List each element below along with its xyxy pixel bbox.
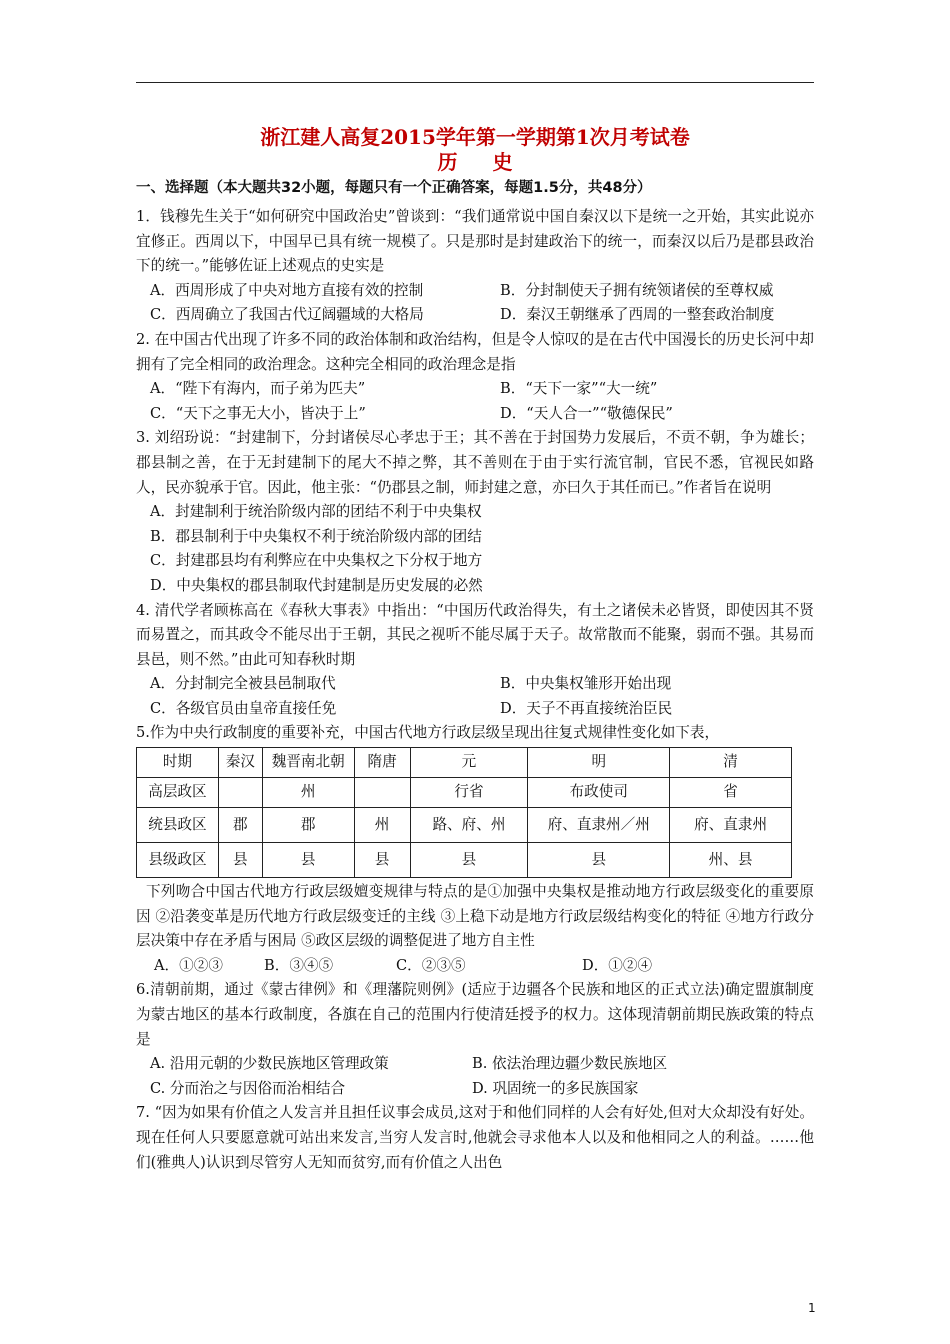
table-row bbox=[137, 843, 792, 878]
table-header-cell: 秦汉 bbox=[218, 748, 262, 778]
table-header-cell: 清 bbox=[670, 748, 792, 778]
table-cell bbox=[354, 778, 410, 808]
table-cell: 郡 bbox=[262, 808, 354, 843]
option-a: A．“陛下有海内，而子弟为匹夫” bbox=[150, 380, 366, 398]
table-cell: 县 bbox=[354, 843, 410, 878]
subject-title: 历 史 bbox=[437, 150, 527, 174]
question-3-stem: 3. 刘绍玢说：“封建制下，分封诸侯尽心孝忠于王；其不善在于封国势力发展后，不贡不朝，争为雄长；郡县制之善，在于无封建制下的尾大不掉之弊，其不善则在于由于实行流官制，官民不悉，官视民如路人，民亦貌承于官。因此，他主张：“仍郡县之制，师封建之意，亦曰久于其任而已。”作者旨在说明 bbox=[136, 429, 814, 496]
table-cell: 路、府、州 bbox=[410, 808, 528, 843]
table-cell: 府、直隶州／州 bbox=[528, 808, 670, 843]
option-d: D. 巩固统一的多民族国家 bbox=[472, 1079, 639, 1097]
admin-levels-table bbox=[136, 747, 792, 878]
exam-title: 浙江建人高复2015学年第一学期第1次月考试卷 bbox=[260, 125, 690, 149]
table-cell: 布政使司 bbox=[528, 778, 670, 808]
option-b: B. 依法治理边疆少数民族地区 bbox=[472, 1055, 668, 1073]
table-cell: 县 bbox=[528, 843, 670, 878]
table-cell: 县 bbox=[410, 843, 528, 878]
option-a: A．西周形成了中央对地方直接有效的控制 bbox=[150, 281, 424, 299]
section-heading: 一、选择题（本大题共32小题，每题只有一个正确答案，每题1.5分，共48分） bbox=[136, 180, 652, 196]
table-header-cell: 时期 bbox=[137, 748, 219, 778]
table-row bbox=[137, 778, 792, 808]
question-5-stem: 5.作为中央行政制度的重要补充，中国古代地方行政层级呈现出往复式规律性变化如下表， bbox=[136, 724, 720, 742]
table-header-row bbox=[137, 748, 792, 778]
option-a: A．封建制利于统治阶级内部的团结不利于中央集权 bbox=[150, 503, 482, 521]
table-cell bbox=[218, 778, 262, 808]
question-1-options-row-1 bbox=[136, 279, 814, 304]
table-cell: 行省 bbox=[410, 778, 528, 808]
page-number: 1 bbox=[808, 1301, 816, 1315]
option-b: B．“天下一家”“大一统” bbox=[500, 380, 658, 398]
table-cell: 统县政区 bbox=[137, 808, 219, 843]
header-rule bbox=[136, 82, 814, 83]
table-cell: 州 bbox=[262, 778, 354, 808]
table-header-cell: 明 bbox=[528, 748, 670, 778]
question-4-options-row-1 bbox=[136, 672, 814, 697]
table-cell: 县级政区 bbox=[137, 843, 219, 878]
question-2-stem: 2. 在中国古代出现了许多不同的政治体制和政治结构，但是令人惊叹的是在古代中国漫长的历史长河中却拥有了完全相同的政治理念。这种完全相同的政治理念是指 bbox=[136, 330, 814, 373]
table-cell: 州、县 bbox=[670, 843, 792, 878]
option-a: A．①②③ bbox=[154, 956, 223, 974]
question-2-options-row-1 bbox=[136, 377, 814, 402]
table-cell: 州 bbox=[354, 808, 410, 843]
question-4-stem: 4. 清代学者顾栋高在《春秋大事表》中指出：“中国历代政治得失，有土之诸侯未必皆贤，即使因其不贤而易置之，而其政令不能尽出于王朝，其民之视听不能尽属于天子。故常散而不能聚，弱而不强。其易而县邑，则不然。”由此可知春秋时期 bbox=[136, 601, 814, 668]
option-c: C．②③⑤ bbox=[396, 956, 466, 974]
option-a: A. 沿用元朝的少数民族地区管理政策 bbox=[150, 1055, 389, 1073]
question-5-options bbox=[136, 954, 814, 979]
option-c: C. 分而治之与因俗而治相结合 bbox=[150, 1079, 346, 1097]
option-b: B．③④⑤ bbox=[264, 956, 334, 974]
table-cell: 府、直隶州 bbox=[670, 808, 792, 843]
option-b: B．郡县制利于中央集权不利于统治阶级内部的团结 bbox=[150, 527, 482, 545]
option-c: C．各级官员由皇帝直接任免 bbox=[150, 699, 337, 717]
option-d: D．①②④ bbox=[582, 956, 653, 974]
question-1-stem: 1．钱穆先生关于“如何研究中国政治史”曾谈到：“我们通常说中国自秦汉以下是统一之开始，其实此说亦宜修正。西周以下，中国早已具有统一规模了。只是那时是封建政治下的统一，而秦汉以后乃是郡县政治下的统一。”能够佐证上述观点的史实是 bbox=[136, 208, 814, 275]
option-a: A．分封制完全被县邑制取代 bbox=[150, 675, 336, 693]
option-c: C．封建郡县均有利弊应在中央集权之下分权于地方 bbox=[150, 552, 483, 570]
table-header-cell: 隋唐 bbox=[354, 748, 410, 778]
question-2-options-row-2 bbox=[136, 402, 814, 427]
exam-content bbox=[136, 205, 814, 1175]
question-7-stem: 7. “因为如果有价值之人发言并且担任议事会成员,这对于和他们同样的人会有好处,但对大众却没有好处。现在任何人只要愿意就可站出来发言,当穷人发言时,他就会寻求他本人以及和他相同之人的利益。……他们(雅典人)认识到尽管穷人无知而贫穷,而有价值之人出色 bbox=[136, 1104, 814, 1171]
table-row bbox=[137, 808, 792, 843]
option-d: D．天子不再直接统治臣民 bbox=[500, 699, 673, 717]
table-header-cell: 元 bbox=[410, 748, 528, 778]
option-c: C．西周确立了我国古代辽阔疆域的大格局 bbox=[150, 306, 424, 324]
question-4-options-row-2 bbox=[136, 697, 814, 722]
option-b: B．中央集权雏形开始出现 bbox=[500, 675, 672, 693]
table-cell: 县 bbox=[262, 843, 354, 878]
table-header-cell: 魏晋南北朝 bbox=[262, 748, 354, 778]
question-6-options-row-2 bbox=[136, 1077, 814, 1102]
question-1-options-row-2 bbox=[136, 303, 814, 328]
table-cell: 高层政区 bbox=[137, 778, 219, 808]
question-6-stem: 6.清朝前期，通过《蒙古律例》和《理藩院则例》(适应于边疆各个民族和地区的正式立法)确定盟旗制度为蒙古地区的基本行政制度，各旗在自己的范围内行使清廷授予的权力。这体现清朝前期民族政策的特点是 bbox=[136, 981, 814, 1048]
table-cell: 省 bbox=[670, 778, 792, 808]
table-cell: 郡 bbox=[218, 808, 262, 843]
question-6-options-row-1 bbox=[136, 1052, 814, 1077]
option-b: B．分封制使天子拥有统领诸侯的至尊权威 bbox=[500, 281, 774, 299]
question-5-body: 下列吻合中国古代地方行政层级嬗变规律与特点的是①加强中央集权是推动地方行政层级变化的重要原因 ②沿袭变革是历代地方行政层级变迁的主线 ③上稳下动是地方行政层级结构变化的特征 ④地方行政分层决策中存在矛盾与困局 ⑤政区层级的调整促进了地方自主性 bbox=[136, 883, 814, 950]
option-d: D．中央集权的郡县制取代封建制是历史发展的必然 bbox=[150, 576, 483, 594]
option-d: D．秦汉王朝继承了西周的一整套政治制度 bbox=[500, 306, 775, 324]
table-cell: 县 bbox=[218, 843, 262, 878]
option-c: C．“天下之事无大小，皆决于上” bbox=[150, 404, 366, 422]
option-d: D．“天人合一”“敬德保民” bbox=[500, 404, 673, 422]
